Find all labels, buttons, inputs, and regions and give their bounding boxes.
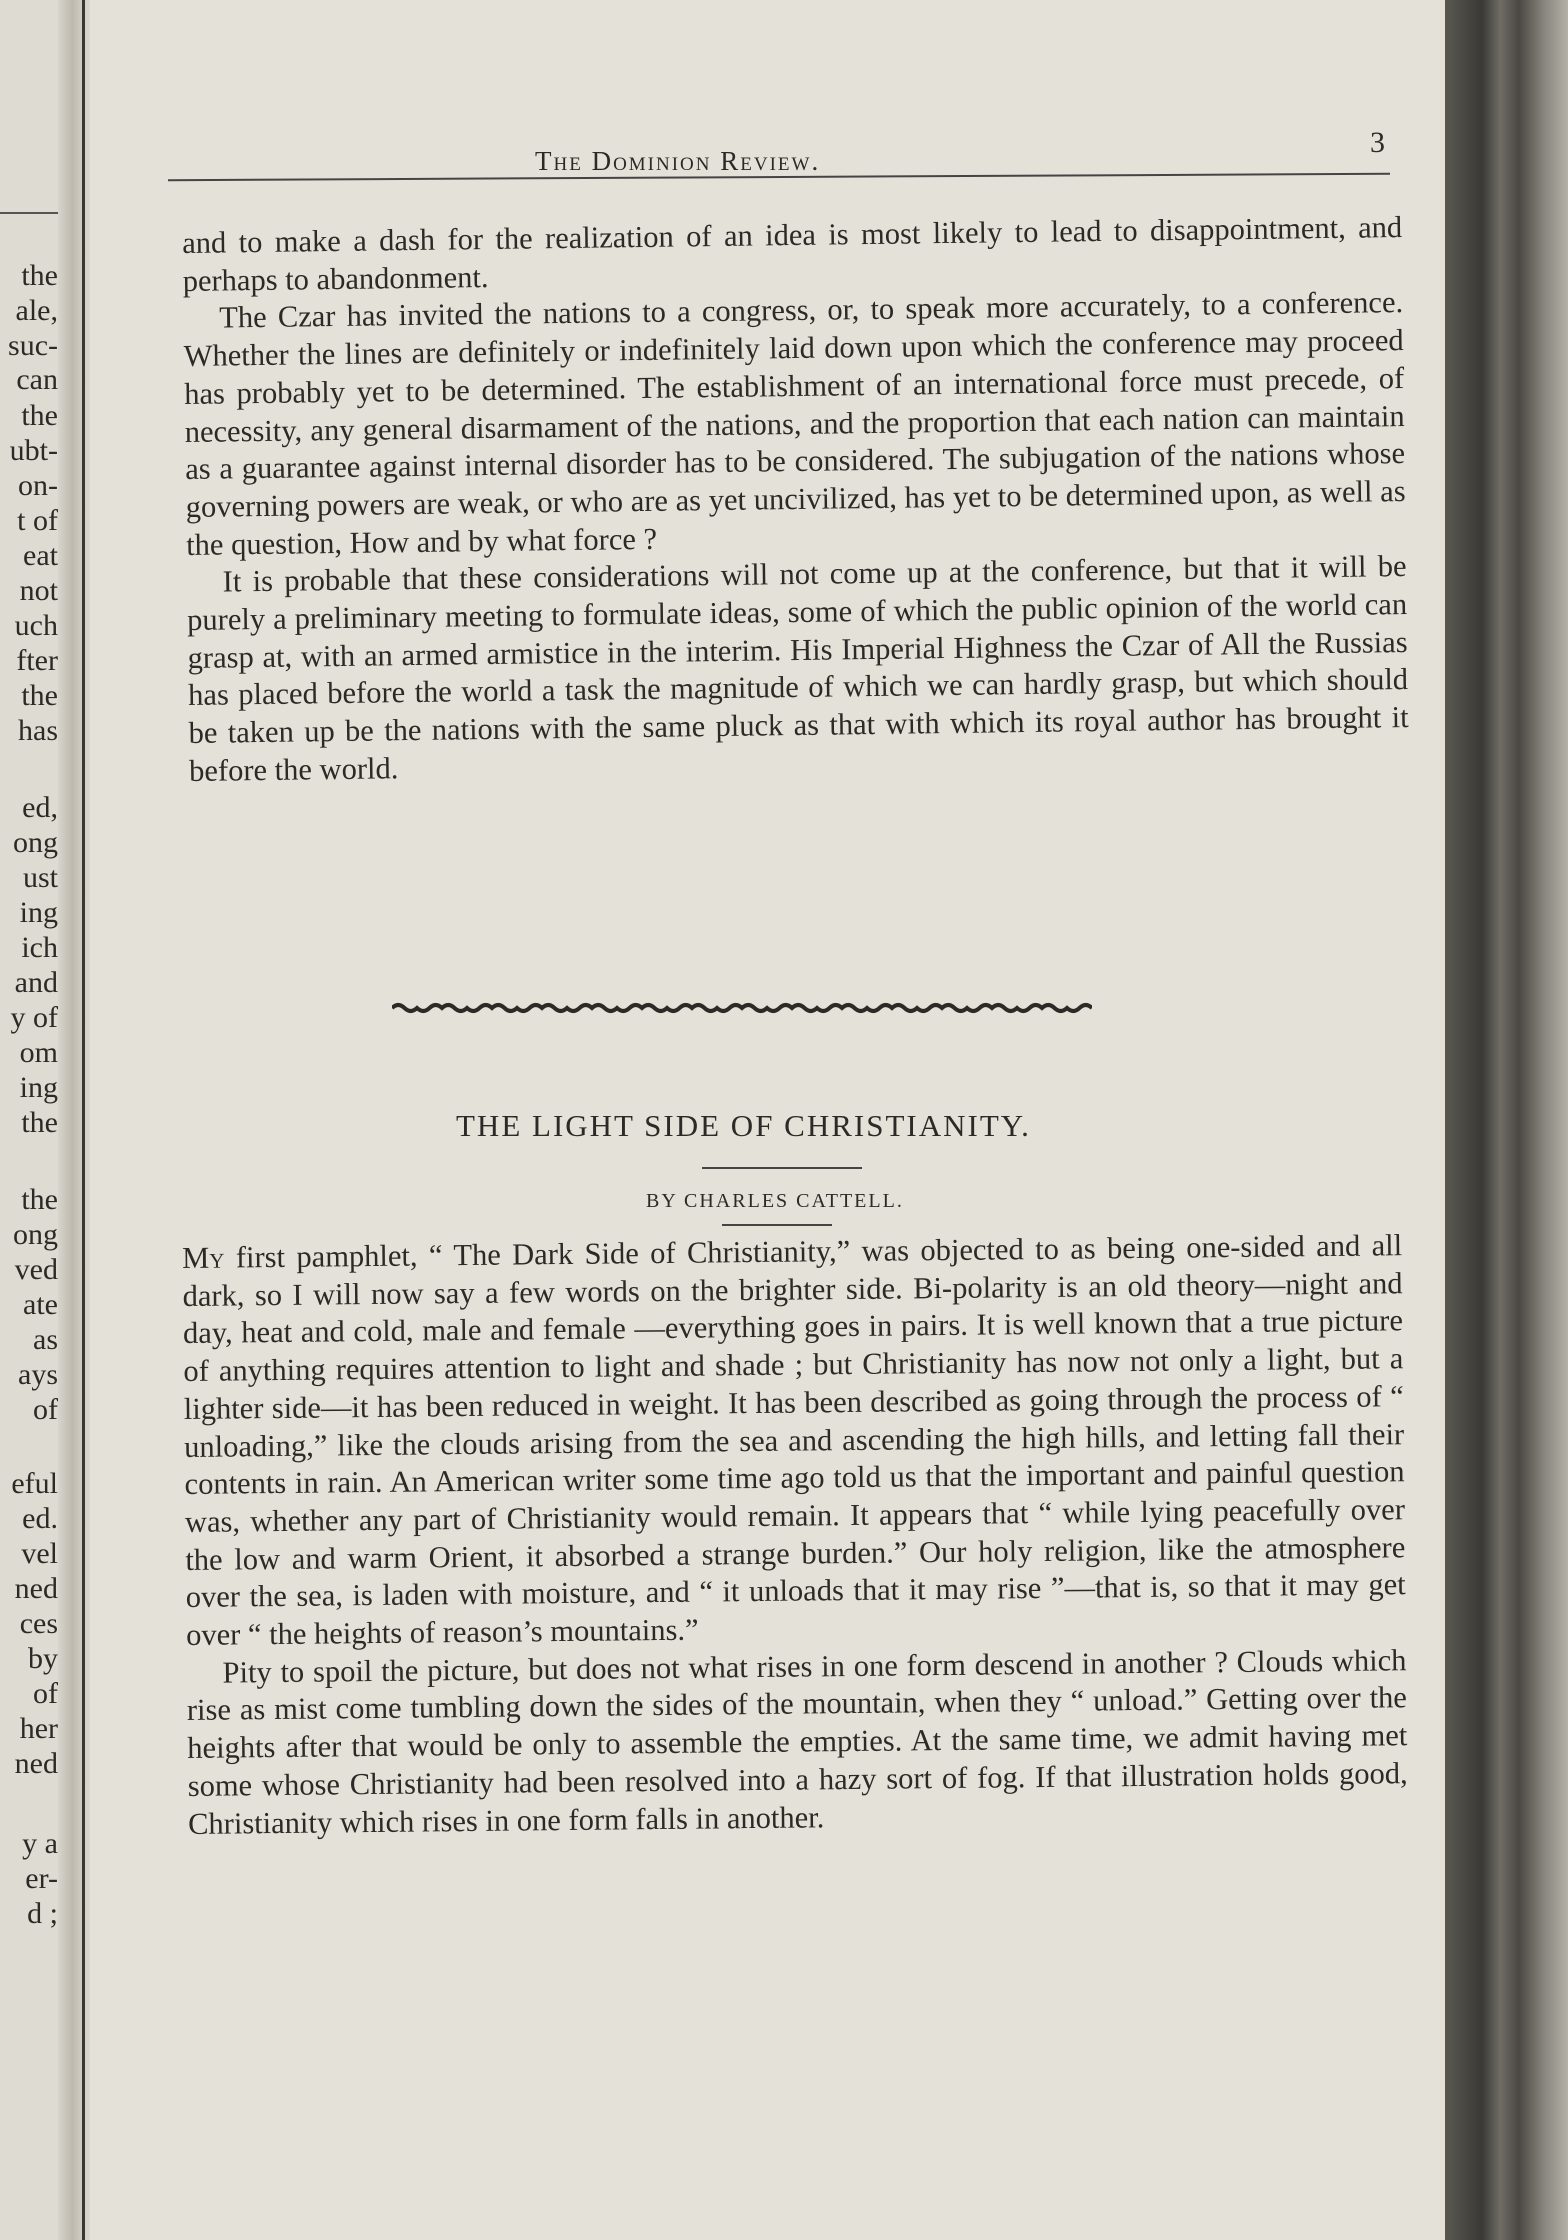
left-page-text-fragment: ved xyxy=(14,1253,58,1286)
left-page-text-fragment: ong xyxy=(13,826,58,859)
left-page-text-fragment: ate xyxy=(23,1288,58,1321)
running-head: The Dominion Review. xyxy=(535,146,821,176)
book-edge xyxy=(1445,0,1568,2240)
left-page-rule xyxy=(0,212,60,214)
article-body xyxy=(182,1227,1408,1843)
page xyxy=(90,0,1445,2240)
left-page-text-fragment: ing xyxy=(19,896,58,929)
left-page-text-fragment: om xyxy=(19,1036,58,1069)
left-page-text-fragment: d ; xyxy=(27,1897,58,1930)
left-page-text-fragment: by xyxy=(28,1642,58,1675)
paragraph: The Czar has invited the nations to a congress, or, to speak more accurately, to a conference. Whether the lines are definitely or indefinitely laid down upon which the conference may proceed has probably yet to be determined. The establishment of an international force must precede, of necessity, any general disarmament of the nations, and the proportion that each nation can maintain as a guarantee against internal disorder has to be considered. The subjugation of the nations whose governing powers are weak, or who are as yet uncivilized, has yet to be determined upon, as well as the question, How and by what force ? xyxy=(183,285,1406,562)
article-byline: BY CHARLES CATTELL. xyxy=(646,1190,904,1212)
page-number: 3 xyxy=(1370,126,1385,159)
title-rule xyxy=(702,1167,862,1169)
left-page-text-fragment: the xyxy=(21,1106,58,1139)
left-page-text-fragment: ust xyxy=(22,861,58,894)
left-page-text-fragment: the xyxy=(21,399,58,432)
paragraph-text: first pamphlet, “ The Dark Side of Christianity,” was objected to as being one-sided and all dark, so I will now say a few words on the brighter side. Bi-polarity is an old theory—night and day, heat and cold, male and female —everything goes in pairs. It is well known that a true picture of anything requires attention to light and shade ; but Christianity has now not only a light, but a lighter side—it has been reduced in weight. It has been described as going through the process of “ unloading,” like the clouds arising from the sea and ascending the high hills, and letting fall their contents in rain. An American writer some time ago told us that the important and painful question was, whether any part of Christianity would remain. It appears that “ while lying peacefully over the low and warm Orient, it absorbed a strange burden.” Our holy religion, like the atmosphere over the sea, is laden with moisture, and “ it unloads that it may rise ”—that is, so that it may get over “ the heights of reason’s mountains.” xyxy=(182,1228,1406,1653)
paragraph: and to make a dash for the realization of an idea is most likely to lead to disappointment, and perhaps to abandonment. xyxy=(182,210,1403,298)
left-page-text-fragment: y a xyxy=(22,1827,58,1860)
left-page-text-fragment: can xyxy=(16,363,58,396)
left-page-text-fragment: ale, xyxy=(15,294,58,327)
left-page-text-fragment: of xyxy=(33,1393,58,1426)
left-page-text-fragment: ed, xyxy=(22,791,58,824)
continued-article-text xyxy=(182,209,1409,790)
left-page-text-fragment: er- xyxy=(25,1862,58,1895)
left-page-text-fragment: of xyxy=(33,1677,58,1710)
left-page-text-fragment: ned xyxy=(14,1572,58,1605)
left-page-text-fragment: ays xyxy=(18,1358,58,1391)
left-page-text-fragment: her xyxy=(19,1712,58,1745)
left-page-text-fragment: y of xyxy=(10,1001,58,1034)
left-page-text-fragment: the xyxy=(21,679,58,712)
left-page-text-fragment: vel xyxy=(21,1537,58,1570)
left-page-text-fragment: ong xyxy=(13,1218,58,1251)
left-page-text-fragment: t of xyxy=(17,504,58,537)
left-page-text-fragment: ned xyxy=(14,1747,58,1780)
left-page-text-fragment: eful xyxy=(11,1467,58,1500)
left-page-text-fragment: and xyxy=(14,966,58,999)
gutter-line xyxy=(82,0,85,2240)
left-page-text-fragment: ed. xyxy=(22,1502,58,1535)
paragraph xyxy=(182,1227,1406,1654)
left-page-text-fragment: ich xyxy=(21,931,58,964)
left-page-text-fragment: suc- xyxy=(8,329,58,362)
left-page-text-fragment: not xyxy=(19,574,58,607)
left-page-text-fragment: the xyxy=(21,1183,58,1216)
lead-word: My xyxy=(182,1240,225,1275)
left-page-text-fragment: ubt- xyxy=(9,434,58,467)
byline-rule xyxy=(722,1224,832,1226)
left-page-text-fragment: has xyxy=(18,714,58,747)
left-page-text-fragment: fter xyxy=(16,644,58,677)
left-page-text-fragment: eat xyxy=(23,539,58,572)
left-page-text-fragment: on- xyxy=(18,469,58,502)
left-page-text-fragment: the xyxy=(21,259,58,292)
paragraph: It is probable that these considerations will not come up at the conference, but that it will be purely a preliminary meeting to formulate ideas, some of which the public opinion of the world can grasp at, with an armed armistice in the interim. His Imperial Highness the Czar of All the Russias has placed before the world a task the magnitude of which we can hardly grasp, but which should be taken up be the nations with the same pluck as that with which its royal author has brought it before the world. xyxy=(186,549,1409,788)
left-page-text-fragment: ces xyxy=(19,1607,58,1640)
book-gutter xyxy=(58,0,94,2240)
wavy-divider-ornament xyxy=(392,996,1092,1020)
left-page-text-fragment: ing xyxy=(19,1071,58,1104)
article-title: THE LIGHT SIDE OF CHRISTIANITY. xyxy=(456,1108,1031,1143)
paragraph: Pity to spoil the picture, but does not what rises in one form descend in another ? Clouds which rise as mist come tumbling down the sides of the mountain, when they “ unload.” Getting over the heights after that would be only to assemble the empties. At the same time, we admit having met some whose Christianity had been resolved into a hazy sort of fog. If that illustration holds good, Christianity which rises in one form falls in another. xyxy=(186,1642,1408,1841)
left-page-text-fragment: as xyxy=(33,1323,58,1356)
left-page-text-fragment: uch xyxy=(14,609,58,642)
